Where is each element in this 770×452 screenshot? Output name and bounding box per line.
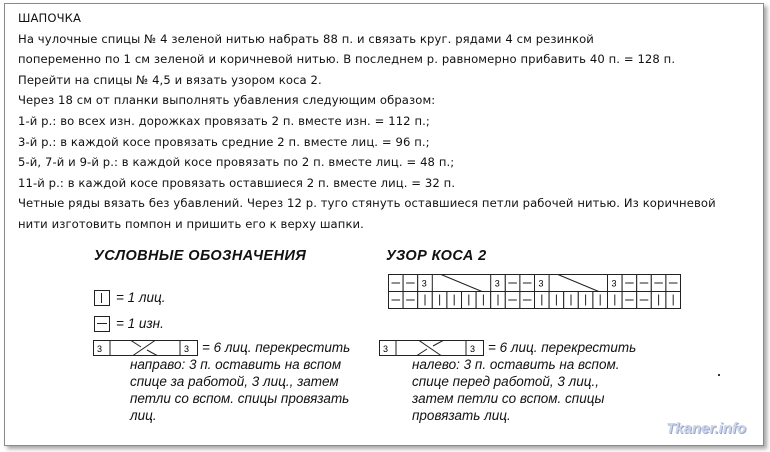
pattern-title: УЗОР КОСА 2: [386, 248, 487, 264]
text-line: 11-й р.: в каждой косе провязать оставшиеся 2 п. вместе лиц. = 32 п.: [18, 175, 456, 190]
text-line: Четные ряды вязать без убавлений. Через 12 р. туго стянуть оставшиеся петли рабочей нитью. Из коричневой: [18, 196, 716, 211]
instructions-text: [18, 8, 758, 235]
cell-number: 3: [538, 278, 544, 289]
cable-right-line: направо: 3 п. оставить на вспом: [130, 357, 342, 372]
cell-number: 3: [470, 344, 476, 354]
cell-number: 3: [383, 344, 389, 354]
text-line: На чулочные спицы № 4 зеленой нитью набрать 88 п. и связать круг. рядами 4 см резинкой: [18, 31, 594, 46]
purl-symbol-icon: [94, 316, 110, 332]
knit-symbol-icon: [94, 290, 110, 306]
text-line: 5-й, 7-й и 9-й р.: в каждой косе провязать по 2 п. вместе лиц. = 48 п.;: [18, 155, 455, 170]
stray-dot: [718, 374, 720, 376]
cable-right-line: = 6 лиц. перекрестить: [202, 340, 351, 355]
cable-right-line: петли со вспом. спицы провязать: [130, 391, 350, 406]
text-line: попеременно по 1 см зеленой и коричневой нитью. В последнем р. равномерно прибавить 40 п. = 128 п.: [18, 52, 676, 67]
cable-right-symbol-icon: [93, 340, 199, 357]
cell-number: 3: [611, 278, 617, 289]
cable-left-line: = 6 лиц. перекрестить: [488, 340, 637, 355]
text-line: нити изготовить помпон и пришить его к верху шапки.: [18, 216, 364, 231]
knit-label: = 1 лиц.: [116, 290, 166, 305]
text-line: Через 18 см от планки выполнять убавления следующим образом:: [18, 93, 436, 108]
text-line: 1-й р.: во всех изн. дорожках провязать 2 п. вместе изн. = 112 п.;: [18, 113, 430, 128]
cable-pattern-chart: [388, 274, 684, 310]
text-line: 3-й р.: в каждой косе провязать средние 2 п. вместе лиц. = 96 п.;: [18, 134, 430, 149]
cable-left-line: налево: 3 п. оставить на вспом.: [412, 357, 620, 372]
cell-number: 3: [494, 278, 500, 289]
cable-left-line: затем петли со вспом. спицы: [412, 391, 605, 406]
text-line: Перейти на спицы № 4,5 и вязать узором коса 2.: [18, 72, 322, 87]
cable-right-line: спице за работой, 3 лиц., затем: [130, 374, 339, 389]
cable-cross-line: [441, 275, 482, 292]
cell-number: 3: [97, 344, 103, 354]
cable-left-line: провязать лиц.: [412, 408, 511, 423]
purl-label: = 1 изн.: [116, 316, 164, 331]
cable-left-line: спице перед работой, 3 лиц.,: [412, 374, 600, 389]
cable-right-line: лиц.: [130, 408, 157, 423]
watermark-logo: [666, 420, 758, 442]
watermark-text: Tkaner.info: [666, 420, 747, 437]
heading: ШАПОЧКА: [18, 11, 81, 25]
legend-title: УСЛОВНЫЕ ОБОЗНАЧЕНИЯ: [94, 248, 307, 264]
cable-cross-line: [558, 275, 599, 292]
cable-left-symbol-icon: [379, 340, 485, 357]
cell-number: 3: [184, 344, 190, 354]
cell-number: 3: [421, 278, 427, 289]
